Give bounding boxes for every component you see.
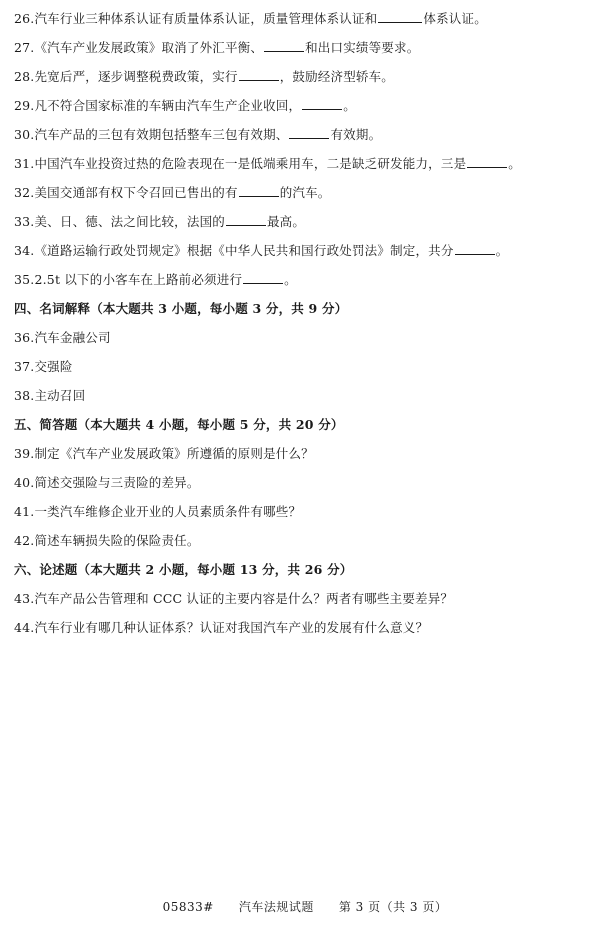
answer-blank — [467, 155, 507, 168]
question-43: 43.汽车产品公告管理和 CCC 认证的主要内容是什么？两者有哪些主要差异？ — [14, 591, 454, 606]
question-36: 36.汽车金融公司 — [14, 330, 111, 345]
question-28: 28.先宽后严，逐步调整税费政策，实行 ，鼓励经济型轿车。 — [14, 69, 394, 84]
section-heading-4: 四、名词解释（本大题共 3 小题，每小题 3 分，共 9 分） — [14, 301, 348, 316]
answer-blank — [302, 97, 342, 110]
answer-blank — [455, 242, 495, 255]
question-38: 38.主动召回 — [14, 388, 86, 403]
answer-blank — [378, 10, 422, 23]
question-31: 31.中国汽车业投资过热的危险表现在一是低端乘用车，二是缺乏研发能力，三是 。 — [14, 156, 521, 171]
question-42: 42.简述车辆损失险的保险责任。 — [14, 533, 200, 548]
page-footer: 05833# 汽车法规试题 第 3 页（共 3 页） — [162, 900, 448, 914]
question-26: 26.汽车行业三种体系认证有质量体系认证，质量管理体系认证和 体系认证。 — [14, 11, 487, 26]
section-heading-5: 五、简答题（本大题共 4 小题，每小题 5 分，共 20 分） — [14, 417, 344, 432]
answer-blank — [226, 213, 266, 226]
answer-blank — [243, 271, 283, 284]
section-heading-6: 六、论述题（本大题共 2 小题，每小题 13 分，共 26 分） — [14, 562, 353, 577]
question-27: 27.《汽车产业发展政策》取消了外汇平衡、 和出口实绩等要求。 — [14, 40, 420, 55]
question-37: 37.交强险 — [14, 359, 73, 374]
question-40: 40.简述交强险与三责险的差异。 — [14, 475, 200, 490]
answer-blank — [239, 184, 279, 197]
question-29: 29.凡不符合国家标准的车辆由汽车生产企业收回， 。 — [14, 98, 356, 113]
question-39: 39.制定《汽车产业发展政策》所遵循的原则是什么？ — [14, 446, 314, 461]
answer-blank — [239, 68, 279, 81]
question-41: 41.一类汽车维修企业开业的人员素质条件有哪些？ — [14, 504, 302, 519]
question-34: 34.《道路运输行政处罚规定》根据《中华人民共和国行政处罚法》制定，共分 。 — [14, 243, 509, 258]
question-35: 35.2.5t 以下的小客车在上路前必须进行 。 — [14, 272, 297, 287]
answer-blank — [264, 39, 304, 52]
question-33: 33.美、日、德、法之间比较，法国的 最高。 — [14, 214, 306, 229]
question-32: 32.美国交通部有权下令召回已售出的有 的汽车。 — [14, 185, 331, 200]
question-30: 30.汽车产品的三包有效期包括整车三包有效期、 有效期。 — [14, 127, 382, 142]
answer-blank — [289, 126, 329, 139]
question-44: 44.汽车行业有哪几种认证体系？认证对我国汽车产业的发展有什么意义？ — [14, 620, 429, 635]
